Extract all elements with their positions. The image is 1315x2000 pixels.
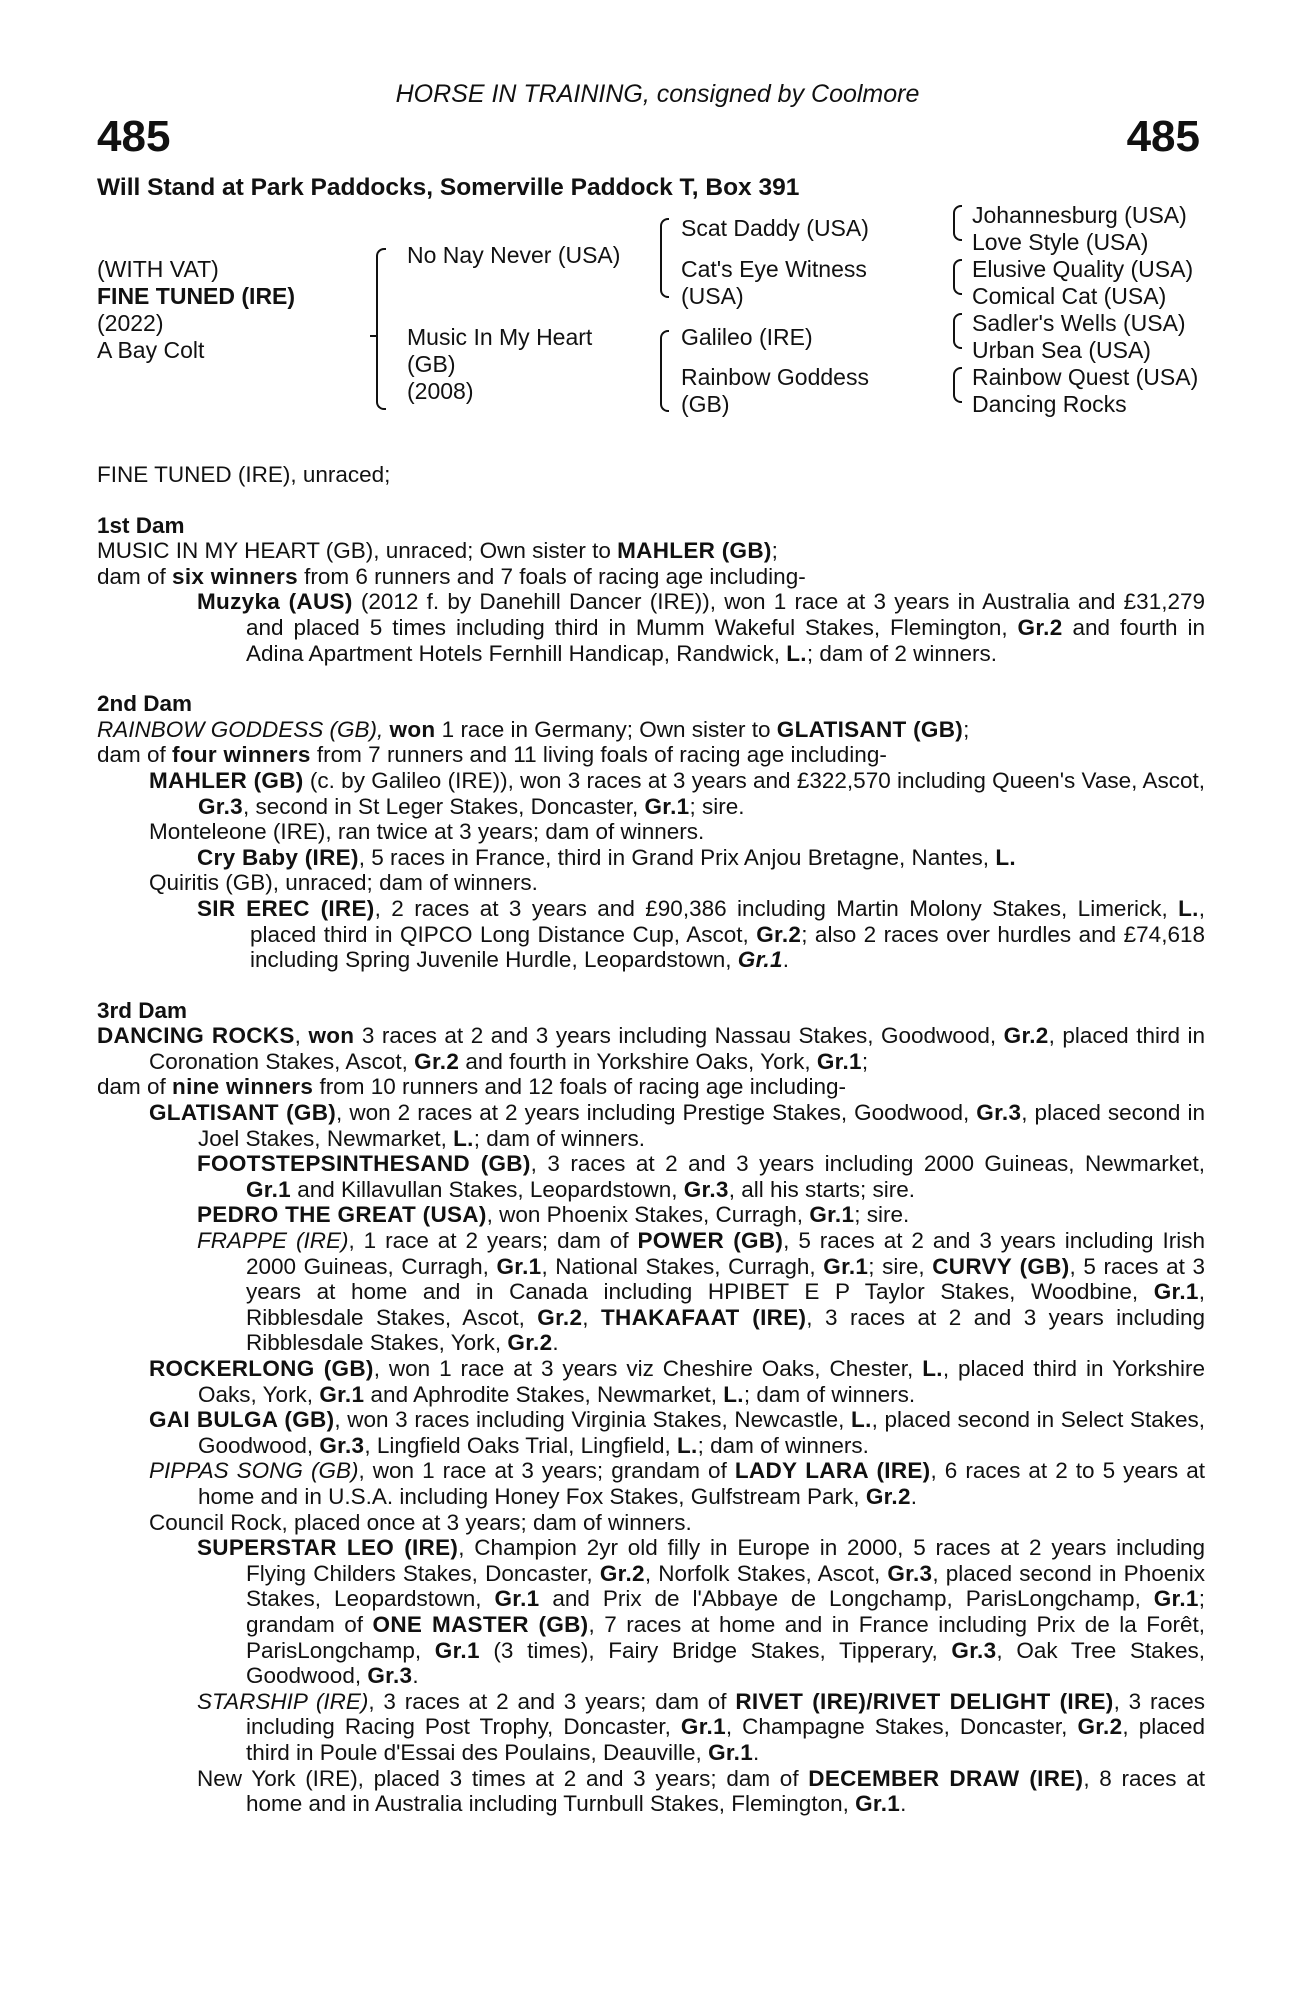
grade: Gr.3 <box>319 1432 365 1458</box>
brace-gen3-2-bottom <box>953 279 962 295</box>
text: , 5 races at 2 and 3 years including Irish 2000 Guineas, Curragh, <box>246 1228 1205 1279</box>
text: , placed third in Coronation Stakes, Ascot, <box>149 1023 1206 1074</box>
text: , 5 races at 3 years at home and in Canada including HPIBET E P Taylor Stakes, Woodbine, <box>246 1253 1205 1305</box>
text: , placed second in Select Stakes, Goodwood, <box>198 1407 1205 1458</box>
text: , <box>294 1023 309 1049</box>
second-dam-line2 <box>97 742 1205 768</box>
text: and fourth in Adina Apartment Hotels Fernhill Handicap, Randwick, <box>246 614 1205 666</box>
winners-count: four winners <box>172 742 311 768</box>
grade: Gr.1 <box>855 1791 901 1817</box>
progeny-council-rock: Council Rock, placed once at 3 years; dam of winners. <box>149 1509 692 1535</box>
text: . <box>782 947 790 973</box>
first-dam-line2 <box>97 564 1205 590</box>
text: , Norfolk Stakes, Ascot, <box>644 1560 888 1586</box>
progeny-gai-bulga <box>97 1407 1205 1458</box>
text: ; <box>861 1048 869 1074</box>
text: , 6 races at 2 to 5 years at home and in U.S.A. including Honey Fox Stakes, Gulfstream Park, <box>198 1458 1206 1509</box>
gen3-sds: Elusive Quality (USA) <box>972 256 1194 282</box>
gen3-ddd: Dancing Rocks <box>972 391 1127 417</box>
grade: Gr.1 <box>494 1586 540 1612</box>
progeny-cry-baby <box>97 845 1205 871</box>
text: ; <box>771 538 778 564</box>
grade: L. <box>995 844 1016 870</box>
progeny-muzyka <box>97 589 1205 666</box>
grade: Gr.1 <box>1153 1586 1199 1612</box>
third-dam-line1 <box>97 1023 1205 1074</box>
grade: Gr.1 <box>246 1176 291 1202</box>
horse-name-bold: CURVY (GB) <box>932 1253 1070 1279</box>
brace-gen3-1-bottom <box>953 225 962 241</box>
horse-name-bold: Cry Baby (IRE) <box>197 844 359 870</box>
text: , placed third in Poule d'Essai des Poulains, Deauville, <box>246 1714 1205 1765</box>
sire-sire: Scat Daddy (USA) <box>681 215 869 241</box>
progeny-sir-erec <box>97 896 1205 973</box>
horse-name-bold: SIR EREC (IRE) <box>197 895 375 921</box>
grade: Gr.2 <box>756 921 802 947</box>
grade: L. <box>453 1125 474 1151</box>
text: , Lingfield Oaks Trial, Lingfield, <box>364 1432 677 1458</box>
brace-gen3-3-bottom <box>953 333 962 349</box>
text: from 7 runners and 11 living foals of racing age including- <box>310 742 887 768</box>
horse-name-bold: LADY LARA (IRE) <box>734 1458 931 1484</box>
horse-name-bold: ROCKERLONG (GB) <box>149 1356 374 1381</box>
progeny-glatisant <box>97 1100 1205 1151</box>
text: PIPPAS SONG (GB) <box>149 1458 359 1484</box>
brace-gen3-2-top <box>953 259 962 281</box>
sire-dam-line2: (USA) <box>681 283 744 309</box>
text: (3 times), Fairy Bridge Stakes, Tipperary, <box>479 1637 952 1663</box>
text: , placed third in Yorkshire Oaks, York, <box>198 1356 1205 1407</box>
horse-name-bold: GLATISANT (GB) <box>149 1100 337 1126</box>
text: , placed third in QIPCO Long Distance Cup, Ascot, <box>250 895 1206 947</box>
text: , Champagne Stakes, Doncaster, <box>725 1714 1078 1740</box>
gen3-dsd: Urban Sea (USA) <box>972 337 1151 363</box>
text: , won 1 race at 3 years viz Cheshire Oaks, Chester, <box>373 1356 923 1381</box>
text: MUSIC IN MY HEART (GB), unraced; Own sister to <box>97 538 618 564</box>
grade: Gr.1 <box>319 1381 365 1407</box>
text: . <box>412 1663 419 1689</box>
horse-year: (2022) <box>97 310 164 336</box>
text: , Ribblesdale Stakes, Ascot, <box>246 1279 1205 1330</box>
brace-gen3-1-top <box>953 205 962 227</box>
catalogue-body <box>97 462 1205 1817</box>
first-dam-heading: 1st Dam <box>97 512 185 538</box>
text: , 3 races at 2 and 3 years including Ribblesdale Stakes, York, <box>246 1304 1205 1356</box>
grade: Gr.3 <box>887 1560 933 1586</box>
grade: Gr.1 <box>644 793 690 819</box>
gen3-sdd: Comical Cat (USA) <box>972 283 1167 309</box>
text: , Oak Tree Stakes, Goodwood, <box>246 1637 1205 1689</box>
progeny-rockerlong <box>97 1356 1205 1407</box>
text: , Champion 2yr old filly in Europe in 2000, 5 races at 2 years including Flying Childers Stakes, Doncaster, <box>246 1535 1205 1586</box>
brace-gen3-4-bottom <box>953 387 962 403</box>
horse-name-bold: Muzyka (AUS) <box>197 589 353 615</box>
grade: Gr.1 <box>434 1637 480 1663</box>
dam-dam-line1: Rainbow Goddess <box>681 364 869 390</box>
text: and Aphrodite Stakes, Newmarket, <box>364 1381 724 1407</box>
winners-count: six winners <box>172 563 298 589</box>
sire: No Nay Never (USA) <box>407 242 621 268</box>
text: and Prix de l'Abbaye de Longchamp, ParisLongchamp, <box>539 1586 1154 1612</box>
text: , won 2 races at 2 years including Prestige Stakes, Goodwood, <box>336 1100 977 1126</box>
first-dam-line1 <box>97 538 1205 564</box>
horse-name-bold: DANCING ROCKS <box>97 1023 295 1049</box>
grade: Gr.3 <box>198 793 243 819</box>
text: from 10 runners and 12 foals of racing age including- <box>313 1074 847 1100</box>
text: , <box>582 1304 602 1330</box>
grade: Gr.2 <box>1017 614 1063 640</box>
horse-name-bold: GAI BULGA (GB) <box>149 1407 335 1433</box>
grade: L. <box>723 1381 744 1407</box>
grade: Gr.3 <box>367 1663 413 1689</box>
brace-gen3-4-top <box>953 367 962 389</box>
brace-gen2-sire-bottom <box>660 254 669 298</box>
horse-name-bold: GLATISANT (GB) <box>776 716 964 742</box>
text: , placed second in Joel Stakes, Newmarket, <box>198 1100 1205 1151</box>
text: , National Stakes, Curragh, <box>541 1253 824 1279</box>
text: ; dam of winners. <box>743 1381 916 1407</box>
horse-name-bold: PEDRO THE GREAT (USA) <box>197 1202 487 1228</box>
text: , won 1 race at 3 years; grandam of <box>358 1458 735 1484</box>
text: . <box>900 1791 907 1817</box>
lot-number-left: 485 <box>97 112 171 161</box>
gen3-dds: Rainbow Quest (USA) <box>972 364 1199 390</box>
text: , 8 races at home and in Australia including Turnbull Stakes, Flemington, <box>246 1765 1205 1817</box>
progeny-pedro-the-great <box>97 1202 1205 1228</box>
grade: Gr.2 <box>1077 1714 1123 1740</box>
text: ; sire. <box>854 1202 910 1228</box>
grade: Gr.1 <box>680 1714 726 1740</box>
grade: Gr.2 <box>599 1560 645 1586</box>
grade: Gr.2 <box>507 1330 553 1356</box>
grade: Gr.2 <box>1003 1023 1049 1049</box>
horse-vat: (WITH VAT) <box>97 256 219 282</box>
horse-name-bold: RIVET (IRE)/RIVET DELIGHT (IRE) <box>735 1688 1114 1714</box>
text: , 3 races at 2 and 3 years including 2000 Guineas, Newmarket, <box>530 1151 1205 1177</box>
text: , 3 races including Racing Post Trophy, Doncaster, <box>246 1688 1205 1740</box>
progeny-starship <box>97 1689 1205 1766</box>
lot-number-right: 485 <box>1126 112 1200 161</box>
text: dam of <box>97 563 173 589</box>
horse-description: A Bay Colt <box>97 337 205 363</box>
text: , 3 races at 2 and 3 years; dam of <box>368 1688 736 1714</box>
progeny-monteleone: Monteleone (IRE), ran twice at 3 years; dam of winners. <box>149 819 705 845</box>
text: from 6 runners and 7 foals of racing age including- <box>297 563 806 589</box>
text: , 5 races in France, third in Grand Prix Anjou Bretagne, Nantes, <box>358 844 996 870</box>
text: ; grandam of <box>246 1586 1205 1637</box>
text: STARSHIP (IRE) <box>197 1688 369 1714</box>
progeny-new-york <box>97 1766 1205 1817</box>
text: , 7 races at home and in France including Prix de la Forêt, ParisLongchamp, <box>246 1611 1205 1663</box>
progeny-frappe <box>97 1228 1205 1356</box>
text: ; sire. <box>689 793 745 819</box>
text: , placed second in Phoenix Stakes, Leopardstown, <box>246 1560 1205 1612</box>
brace-gen1-bottom <box>376 336 386 410</box>
text: . <box>910 1483 918 1509</box>
text: dam of <box>97 742 173 768</box>
dam-line1: Music In My Heart <box>407 324 593 350</box>
text: . <box>753 1739 760 1765</box>
dam-sire: Galileo (IRE) <box>681 324 813 350</box>
brace-gen1-point <box>370 335 376 337</box>
grade: Gr.2 <box>537 1304 583 1330</box>
horse-name: FINE TUNED (IRE) <box>97 283 296 309</box>
won: won <box>389 716 436 742</box>
text: ; dam of 2 winners. <box>806 640 997 666</box>
grade: Gr.3 <box>976 1100 1022 1126</box>
dam-line2: (GB) <box>407 351 456 377</box>
text: 1 race in Germany; Own sister to <box>435 716 777 742</box>
grade: Gr.1 <box>823 1253 869 1279</box>
gen3-sss: Johannesburg (USA) <box>972 202 1187 228</box>
winners-count: nine winners <box>172 1074 314 1100</box>
third-dam-line2 <box>97 1074 1205 1100</box>
text: ; dam of winners. <box>473 1125 646 1151</box>
dam-line3: (2008) <box>407 378 474 404</box>
brace-gen3-3-top <box>953 313 962 335</box>
text: , 2 races at 3 years and £90,386 including Martin Molony Stakes, Limerick, <box>374 895 1179 921</box>
horse-name-bold: SUPERSTAR LEO (IRE) <box>197 1535 459 1561</box>
grade: Gr.1 <box>496 1253 542 1279</box>
grade: L. <box>677 1432 698 1458</box>
grade: Gr.3 <box>951 1637 997 1663</box>
dam-dam-line2: (GB) <box>681 391 730 417</box>
progeny-superstar-leo <box>97 1535 1205 1689</box>
horse-name-bold: MAHLER (GB) <box>149 767 304 793</box>
text: and fourth in Yorkshire Oaks, York, <box>459 1048 817 1074</box>
grade: Gr.1 <box>708 1739 754 1765</box>
text: , second in St Leger Stakes, Doncaster, <box>242 793 645 819</box>
horse-name-bold: ONE MASTER (GB) <box>372 1611 589 1637</box>
horse-name-bold: DECEMBER DRAW (IRE) <box>808 1765 1084 1791</box>
text: , 1 race at 2 years; dam of <box>348 1228 638 1254</box>
brace-gen2-dam-top <box>660 330 669 368</box>
brace-gen1-top <box>376 248 386 338</box>
text: New York (IRE), placed 3 times at 2 and 3 years; dam of <box>197 1765 809 1791</box>
brace-gen2-dam-bottom <box>660 366 669 412</box>
horse-name-bold: MAHLER (GB) <box>617 538 772 564</box>
sire-dam-line1: Cat's Eye Witness <box>681 256 867 282</box>
text: , won 3 races including Virginia Stakes, Newcastle, <box>334 1407 852 1433</box>
grade: Gr.2 <box>414 1048 460 1074</box>
grade: Gr.3 <box>683 1176 729 1202</box>
page-header: HORSE IN TRAINING, consigned by Coolmore <box>395 80 920 108</box>
gen3-dss: Sadler's Wells (USA) <box>972 310 1186 336</box>
text: FRAPPE (IRE) <box>197 1228 349 1254</box>
horse-name-bold: FOOTSTEPSINTHESAND (GB) <box>197 1151 531 1177</box>
second-dam-line1 <box>97 717 1205 743</box>
text: 3 races at 2 and 3 years including Nassau Stakes, Goodwood, <box>354 1023 1004 1049</box>
progeny-quiritis: Quiritis (GB), unraced; dam of winners. <box>149 870 538 896</box>
text: ; sire, <box>868 1253 933 1279</box>
text: , all his starts; sire. <box>728 1176 916 1202</box>
text: ; dam of winners. <box>697 1432 869 1458</box>
horse-name-bold: THAKAFAAT (IRE) <box>601 1304 807 1330</box>
grade: Gr.1 <box>1153 1279 1199 1305</box>
grade: Gr.1 <box>816 1048 862 1074</box>
intro-line: FINE TUNED (IRE), unraced; <box>97 462 391 487</box>
third-dam-heading: 3rd Dam <box>97 997 188 1023</box>
stand-location: Will Stand at Park Paddocks, Somerville Paddock T, Box 391 <box>97 174 800 201</box>
text: , won Phoenix Stakes, Curragh, <box>486 1202 810 1228</box>
grade: L. <box>851 1407 872 1433</box>
progeny-pippas-song <box>97 1458 1205 1509</box>
grade: Gr.1 <box>809 1202 855 1228</box>
brace-gen2-sire-top <box>660 218 669 256</box>
progeny-footstepsinthesand <box>97 1151 1205 1202</box>
text: and Killavullan Stakes, Leopardstown, <box>290 1176 684 1202</box>
text: RAINBOW GODDESS (GB), <box>97 716 390 742</box>
second-dam-heading: 2nd Dam <box>97 691 193 717</box>
progeny-mahler <box>97 768 1205 819</box>
grade: Gr.1 <box>737 947 783 973</box>
text: (2012 f. by Danehill Dancer (IRE)), won 1 race at 3 years in Australia and £31,279 and placed 5 times including third in Mumm Wakeful Stakes, Flemington, <box>246 589 1206 640</box>
grade: L. <box>786 640 807 666</box>
grade: L. <box>1178 895 1199 921</box>
horse-name-bold: POWER (GB) <box>637 1228 784 1254</box>
grade: Gr.2 <box>865 1483 911 1509</box>
text: ; also 2 races over hurdles and £74,618 including Spring Juvenile Hurdle, Leopardstown, <box>250 921 1205 973</box>
gen3-ssd: Love Style (USA) <box>972 229 1149 255</box>
text: ; <box>963 716 970 742</box>
text: dam of <box>97 1074 173 1100</box>
text: (c. by Galileo (IRE)), won 3 races at 3 years and £322,570 including Queen's Vase, Ascot, <box>303 767 1205 793</box>
won: won <box>308 1023 355 1049</box>
grade: L. <box>922 1356 943 1381</box>
text: . <box>552 1330 559 1356</box>
